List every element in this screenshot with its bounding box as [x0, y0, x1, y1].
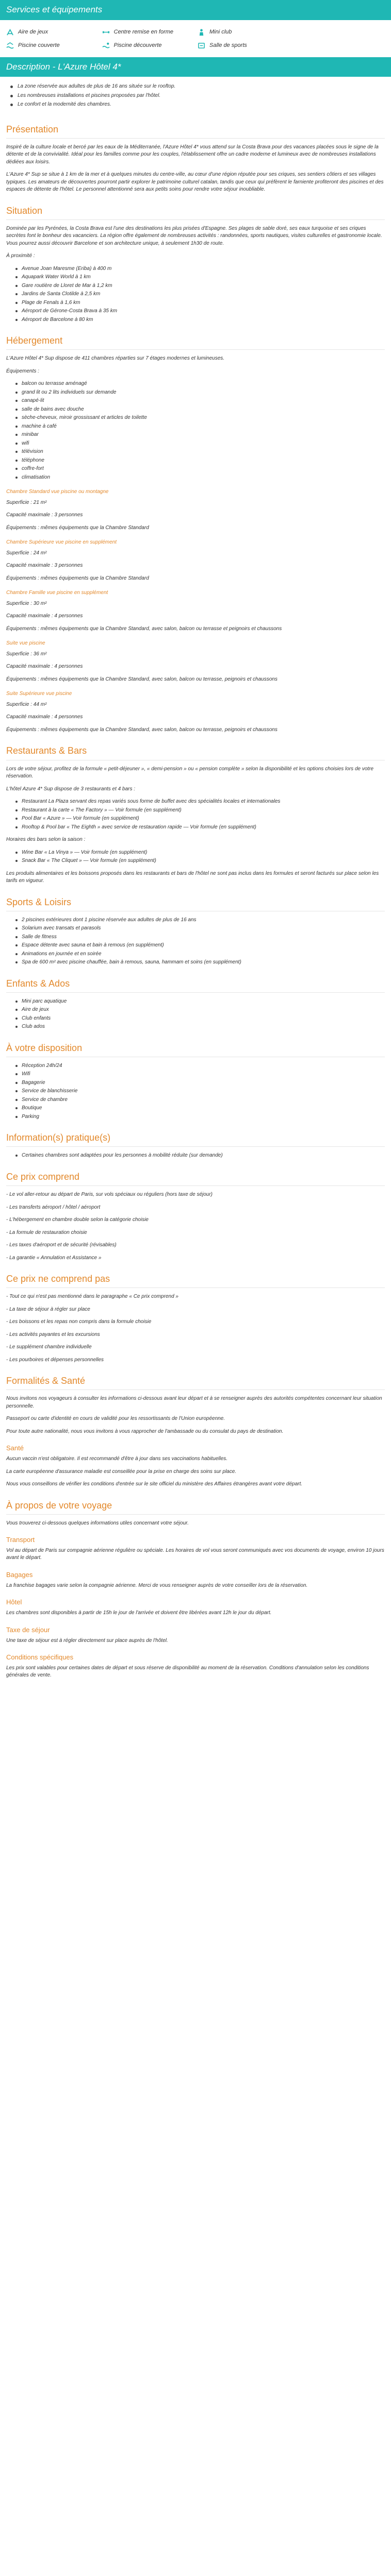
non-inclus-line: - Le supplément chambre individuelle — [6, 1344, 92, 1350]
equipment-item: canapé-lit — [15, 397, 385, 405]
restaurants-heading: Restaurants & Bars — [6, 745, 87, 756]
enfants-item: Club enfants — [15, 1015, 385, 1023]
service-item-gym — [198, 42, 289, 50]
service-label: Salle de sports — [209, 42, 247, 48]
description-title: Description - L'Azure Hôtel 4* — [0, 57, 391, 77]
room-capacity: Capacité maximale : 4 personnes — [6, 613, 83, 619]
sports-item: Salle de fitness — [15, 934, 385, 941]
equipment-item: salle de bains avec douche — [15, 406, 385, 414]
bar-item: Wine Bar « La Vinya » — Voir formule (en supplément) — [15, 849, 385, 857]
restaurants-list-intro: L'hôtel Azure 4* Sup dispose de 3 restaurants et 4 bars : — [6, 786, 136, 792]
room-title: Suite vue piscine — [6, 640, 45, 647]
sports-heading: Sports & Loisirs — [6, 896, 72, 907]
room-block — [0, 690, 391, 734]
nearby-list — [6, 265, 385, 324]
enfants-item: Mini parc aquatique — [15, 998, 385, 1006]
restaurants-note: Les produits alimentaires et les boissons proposés dans les restaurants et bars de l'hôtel ne sont pas inclus dans les formules et seront facturés sur place selon les tarifs en vigueur. — [6, 870, 379, 884]
divider — [6, 992, 385, 993]
dispo-item: Parking — [15, 1113, 385, 1121]
nearby-item: Jardins de Santa Clotilde à 2,5 km — [15, 291, 385, 298]
sports-item: Solarium avec transats et parasols — [15, 925, 385, 933]
room-title: Chambre Famille vue piscine en supplément — [6, 590, 108, 596]
dispo-item: Boutique — [15, 1105, 385, 1112]
apropos-paragraph: Vous trouverez ci-dessous quelques informations utiles concernant votre séjour. — [6, 1520, 189, 1526]
bar-item: Snack Bar « The Cliquet » — Voir formule (en supplément) — [15, 857, 385, 865]
gym-icon — [198, 42, 205, 49]
presentation-paragraph: Inspiré de la culture locale et bercé par les eaux de la Méditerranée, l'Azure Hôtel 4* vous attend sur la Costa Brava pour des vacances placées sous le signe de la détente et de la convivialité. Idéal pour les familles comme pour les couples, l'établissement offre un cadre moderne et lumineux avec de nombreuses installations dédiées aux loisirs. — [6, 144, 379, 165]
enfants-item: Club ados — [15, 1023, 385, 1031]
service-item-indoor-pool — [6, 42, 98, 50]
apropos-subheading: Bagages — [6, 1570, 33, 1579]
highlight-item: Le confort et la modernité des chambres. — [10, 101, 381, 109]
service-label: Mini club — [209, 28, 232, 35]
nearby-item: Aéroport de Barcelone à 80 km — [15, 316, 385, 324]
room-title: Chambre Standard vue piscine ou montagne — [6, 489, 109, 495]
situation-heading: Situation — [6, 205, 43, 216]
room-equipment: Équipements : mêmes équipements que la Chambre Standard — [6, 575, 149, 581]
restaurant-item: Restaurant à la carte « The Factory » — Voir formule (en supplément) — [15, 807, 385, 815]
non-inclus-lines — [0, 1293, 391, 1364]
services-title: Services et équipements — [0, 0, 391, 20]
room-capacity: Capacité maximale : 3 personnes — [6, 512, 83, 518]
info-heading: Information(s) pratique(s) — [6, 1132, 111, 1143]
equipment-item: sèche-cheveux, miroir grossissant et articles de toilette — [15, 414, 385, 422]
divider — [6, 1185, 385, 1186]
apropos-subheading: Conditions spécifiques — [6, 1653, 74, 1661]
situation-paragraph: Dominée par les Pyrénées, la Costa Brava est l'une des destinations les plus prisées d'Espagne. Ses plages de sable doré, ses eaux turquoise et ses criques secrètes font le bonheur des vacanciers. La région offre également de nombreuses activités : randonnées, sports nautiques, visites culturelles et gastronomie locale. Vous pourrez aussi découvrir Barcelone et son architecture unique, à seulement 1h30 de route. — [6, 225, 382, 246]
inclus-lines — [0, 1191, 391, 1262]
indoor-pool-icon — [6, 42, 14, 49]
restaurants-list — [6, 798, 385, 831]
formalites-paragraph: La carte européenne d'assurance maladie est conseillée pour la prise en charge des soins sur place. — [6, 1468, 237, 1475]
formalites-paragraph: Nous vous conseillons de vérifier les conditions d'entrée sur le site officiel du ministère des Affaires étrangères avant votre départ. — [6, 1481, 303, 1487]
apropos-heading: À propos de votre voyage — [6, 1500, 112, 1511]
equipment-label: Équipements : — [6, 368, 39, 374]
outdoor-pool-icon — [102, 42, 110, 49]
apropos-paragraph: La franchise bagages varie selon la compagnie aérienne. Merci de vous renseigner auprès de votre conseiller lors de la réservation. — [6, 1582, 308, 1588]
apropos-paragraph: Les prix sont valables pour certaines dates de départ et sous réserve de disponibilité au moment de la réservation. Conditions d'annulation selon les conditions générales de vente. — [6, 1665, 369, 1679]
apropos-subheading: Transport — [6, 1536, 35, 1544]
dispo-item: Bagagerie — [15, 1079, 385, 1087]
equipment-item: télévision — [15, 448, 385, 456]
restaurant-item: Pool Bar « Azure » — Voir formule (en supplément) — [15, 815, 385, 823]
formalites-paragraph: Pour toute autre nationalité, nous vous invitons à vous rapprocher de l'ambassade ou du consulat du pays de destination. — [6, 1428, 284, 1434]
apropos-subheading: Hôtel — [6, 1598, 22, 1606]
equipment-item: téléphone — [15, 457, 385, 465]
service-label: Aire de jeux — [18, 28, 48, 35]
dispo-item: Réception 24h/24 — [15, 1062, 385, 1070]
nearby-item: Aéroport de Gérone-Costa Brava à 35 km — [15, 308, 385, 315]
nearby-item: Gare routière de Lloret de Mar à 1,2 km — [15, 282, 385, 290]
service-item-playground — [6, 28, 98, 37]
bars-intro: Horaires des bars selon la saison : — [6, 837, 86, 843]
kids-club-icon — [198, 28, 205, 36]
hebergement-heading: Hébergement — [6, 335, 63, 346]
restaurants-intro: Lors de votre séjour, profitez de la formule « petit-déjeuner », « demi-pension » ou « pension complète » selon la disponibilité et les options choisies lors de votre réservation. — [6, 766, 374, 779]
inclus-line: - Le vol aller-retour au départ de Paris, sur vols spéciaux ou réguliers (hors taxe de séjour) — [6, 1192, 213, 1197]
formalites-paragraph: Nous invitons nos voyageurs à consulter les informations ci-dessous avant leur départ et à se renseigner auprès des autorités compétentes concernant leur situation personnelle. — [6, 1396, 382, 1409]
equipment-list — [6, 380, 385, 481]
inclus-line: - La formule de restauration choisie — [6, 1229, 87, 1235]
divider — [6, 1514, 385, 1515]
room-equipment: Équipements : mêmes équipements que la Chambre Standard, avec salon, balcon ou terrasse, peignoirs et chaussons — [6, 726, 278, 733]
room-surface: Superficie : 21 m² — [6, 499, 47, 505]
divider — [6, 138, 385, 139]
highlight-item: La zone réservée aux adultes de plus de 16 ans située sur le rooftop. — [10, 83, 381, 91]
hebergement-intro: L'Azure Hôtel 4* Sup dispose de 411 chambres réparties sur 7 étages modernes et lumineuses. — [6, 355, 225, 362]
divider — [6, 1287, 385, 1288]
inclus-heading: Ce prix comprend — [6, 1171, 80, 1182]
non-inclus-line: - Tout ce qui n'est pas mentionné dans le paragraphe « Ce prix comprend » — [6, 1294, 178, 1300]
room-surface: Superficie : 36 m² — [6, 651, 47, 657]
playground-icon — [6, 28, 14, 36]
dispo-list — [6, 1062, 385, 1121]
room-capacity: Capacité maximale : 4 personnes — [6, 664, 83, 670]
sports-item: 2 piscines extérieures dont 1 piscine réservée aux adultes de plus de 16 ans — [15, 917, 385, 924]
non-inclus-line: - La taxe de séjour à régler sur place — [6, 1306, 90, 1312]
formalites-paragraph: Passeport ou carte d'identité en cours de validité pour les ressortissants de l'Union européenne. — [6, 1416, 225, 1422]
apropos-paragraph: Une taxe de séjour est à régler directement sur place auprès de l'hôtel. — [6, 1637, 168, 1643]
sante-subheading: Santé — [6, 1444, 24, 1452]
service-label: Centre remise en forme — [113, 28, 174, 35]
room-block — [0, 640, 391, 683]
non-inclus-line: - Les boissons et les repas non compris dans la formule choisie — [6, 1319, 152, 1325]
room-surface: Superficie : 24 m² — [6, 550, 47, 556]
sports-list — [6, 917, 385, 967]
enfants-item: Aire de jeux — [15, 1006, 385, 1014]
service-label: Piscine couverte — [18, 42, 60, 48]
inclus-line: - Les taxes d'aéroport et de sécurité (révisables) — [6, 1242, 117, 1248]
room-capacity: Capacité maximale : 3 personnes — [6, 563, 83, 569]
service-label: Piscine découverte — [113, 42, 162, 48]
divider — [6, 1389, 385, 1390]
nearby-label: À proximité : — [6, 253, 35, 259]
room-block — [0, 488, 391, 532]
bars-list — [6, 849, 385, 865]
services-grid — [0, 20, 391, 57]
enfants-list — [6, 998, 385, 1031]
inclus-line: - Les transferts aéroport / hôtel / aéroport — [6, 1204, 101, 1210]
nearby-item: Plage de Fenals à 1,6 km — [15, 299, 385, 307]
divider — [6, 349, 385, 350]
nearby-item: Aquapark Water World à 1 km — [15, 274, 385, 281]
service-item-outdoor-pool — [102, 42, 194, 50]
equipment-item: wifi — [15, 440, 385, 448]
info-item: Certaines chambres sont adaptées pour les personnes à mobilité réduite (sur demande) — [15, 1152, 385, 1160]
fitness-icon — [102, 28, 110, 36]
equipment-item: grand lit ou 2 lits individuels sur demande — [15, 389, 385, 397]
room-capacity: Capacité maximale : 4 personnes — [6, 714, 83, 720]
dispo-item: Service de chambre — [15, 1096, 385, 1104]
divider — [6, 219, 385, 220]
room-surface: Superficie : 30 m² — [6, 600, 47, 606]
room-title: Suite Supérieure vue piscine — [6, 691, 72, 697]
room-equipment: Équipements : mêmes équipements que la Chambre Standard — [6, 524, 149, 531]
presentation-paragraph: L'Azure 4* Sup se situe à 1 km de la mer et à quelques minutes du centre-ville, au cœur d'une région réputée pour ses criques, ses sentiers côtiers et ses villages typiques. Les amateurs de découvertes pourront partir explorer le patrimoine culturel catalan, tandis que ceux qui préfèrent le farniente profiteront des piscines et des espaces de détente de l'hôtel. Le personnel attentionné sera aux petits soins pour rendre votre séjour inoubliable. — [6, 172, 384, 193]
sports-item: Spa de 600 m² avec piscine chauffée, bain à remous, sauna, hammam et soins (en supplément) — [15, 959, 385, 967]
restaurant-item: Rooftop & Pool bar « The Eighth » avec service de restauration rapide — Voir formule (en supplément) — [15, 824, 385, 832]
highlights-list — [0, 77, 391, 112]
dispo-item: Wifi — [15, 1071, 385, 1078]
highlight-item: Les nombreuses installations et piscines proposées par l'hôtel. — [10, 92, 381, 100]
apropos-subheading: Taxe de séjour — [6, 1625, 50, 1634]
apropos-paragraph: Vol au départ de Paris sur compagnie aérienne régulière ou spéciale. Les horaires de vol vous seront communiqués avec vos documents de voyage, environ 10 jours avant le départ. — [6, 1547, 384, 1561]
enfants-heading: Enfants & Ados — [6, 978, 70, 989]
presentation-heading: Présentation — [6, 124, 59, 134]
inclus-line: - La garantie « Annulation et Assistance » — [6, 1255, 102, 1261]
formalites-heading: Formalités & Santé — [6, 1376, 86, 1386]
room-block — [0, 539, 391, 582]
room-equipment: Équipements : mêmes équipements que la Chambre Standard, avec salon, balcon ou terrasse et peignoirs et chaussons — [6, 625, 282, 632]
room-equipment: Équipements : mêmes équipements que la Chambre Standard, avec salon, balcon ou terrasse, peignoirs et chaussons — [6, 676, 278, 682]
non-inclus-heading: Ce prix ne comprend pas — [6, 1274, 110, 1284]
equipment-item: coffre-fort — [15, 465, 385, 473]
info-list — [6, 1152, 385, 1160]
apropos-paragraph: Les chambres sont disponibles à partir de 15h le jour de l'arrivée et doivent être libérées avant 12h le jour du départ. — [6, 1610, 272, 1616]
service-item-fitness — [102, 28, 194, 37]
inclus-line: - L'hébergement en chambre double selon la catégorie choisie — [6, 1217, 149, 1223]
sports-item: Animations en journée et en soirée — [15, 951, 385, 958]
divider — [6, 1146, 385, 1147]
room-title: Chambre Supérieure vue piscine en supplément — [6, 539, 117, 546]
equipment-item: minibar — [15, 431, 385, 439]
formalites-paragraph: Aucun vaccin n'est obligatoire. Il est recommandé d'être à jour dans ses vaccinations habituelles. — [6, 1456, 228, 1462]
restaurant-item: Restaurant La Plaza servant des repas variés sous forme de buffet avec des spécialités locales et internationales — [15, 798, 385, 806]
service-item-kids-club — [198, 28, 289, 37]
non-inclus-line: - Les pourboires et dépenses personnelles — [6, 1357, 104, 1363]
non-inclus-line: - Les activités payantes et les excursions — [6, 1331, 100, 1337]
room-surface: Superficie : 44 m² — [6, 701, 47, 707]
equipment-item: machine à café — [15, 423, 385, 431]
nearby-item: Avenue Joan Maresme (Eriba) à 400 m — [15, 265, 385, 273]
dispo-heading: À votre disposition — [6, 1042, 83, 1053]
room-block — [0, 589, 391, 633]
sports-item: Espace détente avec sauna et bain à remous (en supplément) — [15, 942, 385, 950]
equipment-item: balcon ou terrasse aménagé — [15, 380, 385, 388]
dispo-item: Service de blanchisserie — [15, 1088, 385, 1095]
equipment-item: climatisation — [15, 474, 385, 482]
